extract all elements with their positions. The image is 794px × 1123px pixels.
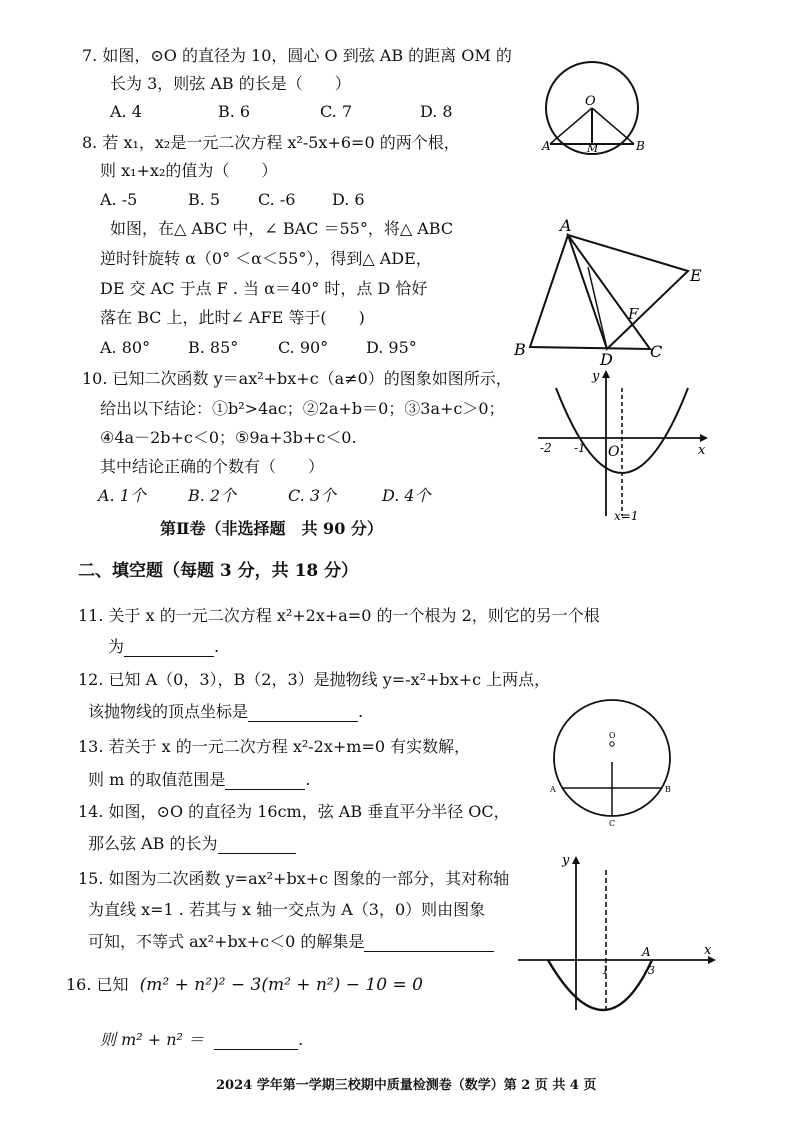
q15-label-3: 3: [648, 964, 655, 977]
q12-line2-row: 该抛物线的顶点坐标是 .: [88, 702, 364, 721]
q16-line2-row: 则 m² + n² ＝ .: [100, 1030, 304, 1049]
q9-triangle-figure: [510, 215, 710, 369]
q16-line2: 则 m² + n² ＝: [100, 1030, 205, 1049]
q9-option-c: C. 90°: [278, 338, 329, 357]
page-footer: 2024 学年第一学期三校期中质量检测卷（数学）第 2 页 共 4 页: [216, 1078, 597, 1093]
q10-option-c: C. 3个: [288, 486, 337, 505]
q8-option-c: C. -6: [258, 190, 296, 209]
q10-option-b: B. 2个: [188, 486, 237, 505]
q10-label-o: O: [608, 444, 620, 460]
q11-line2-row: 为 .: [108, 637, 220, 656]
q10-parabola-figure: [538, 368, 708, 523]
q9-label-c: C: [650, 342, 663, 361]
q15-line1: 15. 如图为二次函数 y=ax²+bx+c 图象的一部分，其对称轴: [78, 869, 510, 888]
q10-label-minus2: -2: [540, 441, 552, 455]
q15-line3-row: [88, 932, 494, 952]
q10-label-y: y: [592, 369, 600, 384]
q9-label-f: F: [628, 305, 639, 323]
q10-line3: ④4a－2b+c＜0；⑤9a+3b+c＜0.: [100, 428, 357, 447]
q12-line2: 该抛物线的顶点坐标是: [88, 702, 249, 721]
q14-line2-row: [88, 834, 296, 854]
q16-line1: 16. 已知: [66, 975, 129, 994]
q8-line2: 则 x₁+x₂的值为（ ）: [100, 161, 278, 180]
q7-option-d: D. 8: [420, 102, 453, 121]
q14-line1: 14. 如图，⊙O 的直径为 16cm，弦 AB 垂直平分半径 OC，: [78, 802, 510, 821]
q8-option-a: A. -5: [100, 190, 138, 209]
q9-line2: 逆时针旋转 α（0° ＜α＜55°），得到△ ADE，: [100, 249, 432, 268]
q15-parabola-figure: [518, 850, 718, 1015]
q7-line1: 7. 如图，⊙O 的直径为 10，圆心 O 到弦 AB 的距离 OM 的: [82, 46, 512, 65]
q9-label-e: E: [690, 266, 702, 285]
q11-line2: 为: [108, 637, 125, 656]
q7-label-b: B: [636, 139, 645, 153]
fill-in-header: 二、填空题（每题 3 分，共 18 分）: [78, 561, 359, 581]
q9-line4: 落在 BC 上，此时∠ AFE 等于( ): [100, 308, 365, 327]
q10-option-d: D. 4个: [382, 486, 431, 505]
q8-option-d: D. 6: [332, 190, 365, 209]
q7-option-b: B. 6: [218, 102, 251, 121]
q14-label-a: A: [550, 785, 556, 794]
q14-label-o: O: [609, 731, 616, 740]
q7-option-a: A. 4: [110, 102, 142, 121]
q15-label-x: x: [704, 943, 712, 958]
q10-axis-label: x=1: [614, 509, 639, 523]
q7-line2: 长为 3，则弦 AB 的长是（ ）: [110, 74, 351, 93]
q9-line3: DE 交 AC 于点 F . 当 α＝40° 时，点 D 恰好: [100, 279, 428, 298]
q7-circle-figure: [540, 60, 650, 160]
q10-option-a: A. 1个: [98, 486, 146, 505]
q15-line2: 为直线 x=1 . 若其与 x 轴一交点为 A（3，0）则由图象: [88, 900, 486, 919]
q9-label-b: B: [514, 340, 526, 359]
q14-label-b: B: [665, 785, 671, 794]
q7-label-m: M: [587, 142, 599, 155]
q9-option-b: B. 85°: [188, 338, 239, 357]
q9-label-d: D: [600, 350, 613, 369]
q12-answer-blank[interactable]: [248, 705, 358, 722]
q16-line1-row: [66, 975, 423, 995]
q9-option-a: A. 80°: [100, 338, 151, 357]
q9-line1: 如图，在△ ABC 中，∠ BAC ＝55°，将△ ABC: [110, 219, 454, 238]
q15-label-a: A: [642, 945, 651, 959]
q15-label-1: 1: [602, 964, 609, 977]
q9-label-a: A: [560, 216, 572, 235]
q16-answer-blank[interactable]: [214, 1033, 298, 1050]
q15-line3: 可知，不等式 ax²+bx+c＜0 的解集是: [88, 932, 365, 951]
q14-answer-blank[interactable]: [218, 837, 296, 854]
q11-line1: 11. 关于 x 的一元二次方程 x²+2x+a=0 的一个根为 2，则它的另一个根: [78, 606, 600, 625]
q15-answer-blank[interactable]: [364, 935, 494, 952]
q12-line1: 12. 已知 A（0，3），B（2，3）是抛物线 y=-x²+bx+c 上两点，: [78, 670, 551, 689]
q14-line2: 那么弦 AB 的长为: [88, 834, 218, 853]
q13-line2: 则 m 的取值范围是: [88, 770, 226, 789]
q10-label-minus1: -1: [574, 441, 586, 455]
q8-option-b: B. 5: [188, 190, 221, 209]
q9-option-d: D. 95°: [366, 338, 417, 357]
q13-line1: 13. 若关于 x 的一元二次方程 x²-2x+m=0 有实数解，: [78, 737, 471, 756]
q10-label-x: x: [698, 443, 706, 458]
q10-line1: 10. 已知二次函数 y＝ax²+bx+c（a≠0）的图象如图所示，: [82, 369, 512, 388]
q13-line2-row: 则 m 的取值范围是 .: [88, 770, 311, 789]
q10-line2: 给出以下结论：①b²>4ac；②2a+b＝0；③3a+c＞0；: [100, 399, 505, 418]
section2-title: 第Ⅱ卷（非选择题 共 90 分）: [160, 519, 383, 538]
q14-label-c: C: [609, 819, 616, 828]
q7-option-c: C. 7: [320, 102, 353, 121]
q7-label-a: A: [542, 139, 551, 153]
q15-label-y: y: [562, 853, 570, 868]
q13-answer-blank[interactable]: [225, 773, 305, 790]
q11-answer-blank[interactable]: [124, 640, 214, 657]
q10-line4: 其中结论正确的个数有（ ）: [100, 457, 325, 476]
q16-equation: (m² + n²)² − 3(m² + n²) − 10 = 0: [139, 975, 423, 995]
q14-circle-figure: [548, 692, 688, 832]
q8-line1: 8. 若 x₁，x₂是一元二次方程 x²-5x+6=0 的两个根，: [82, 133, 460, 152]
q7-label-o: O: [585, 94, 596, 109]
